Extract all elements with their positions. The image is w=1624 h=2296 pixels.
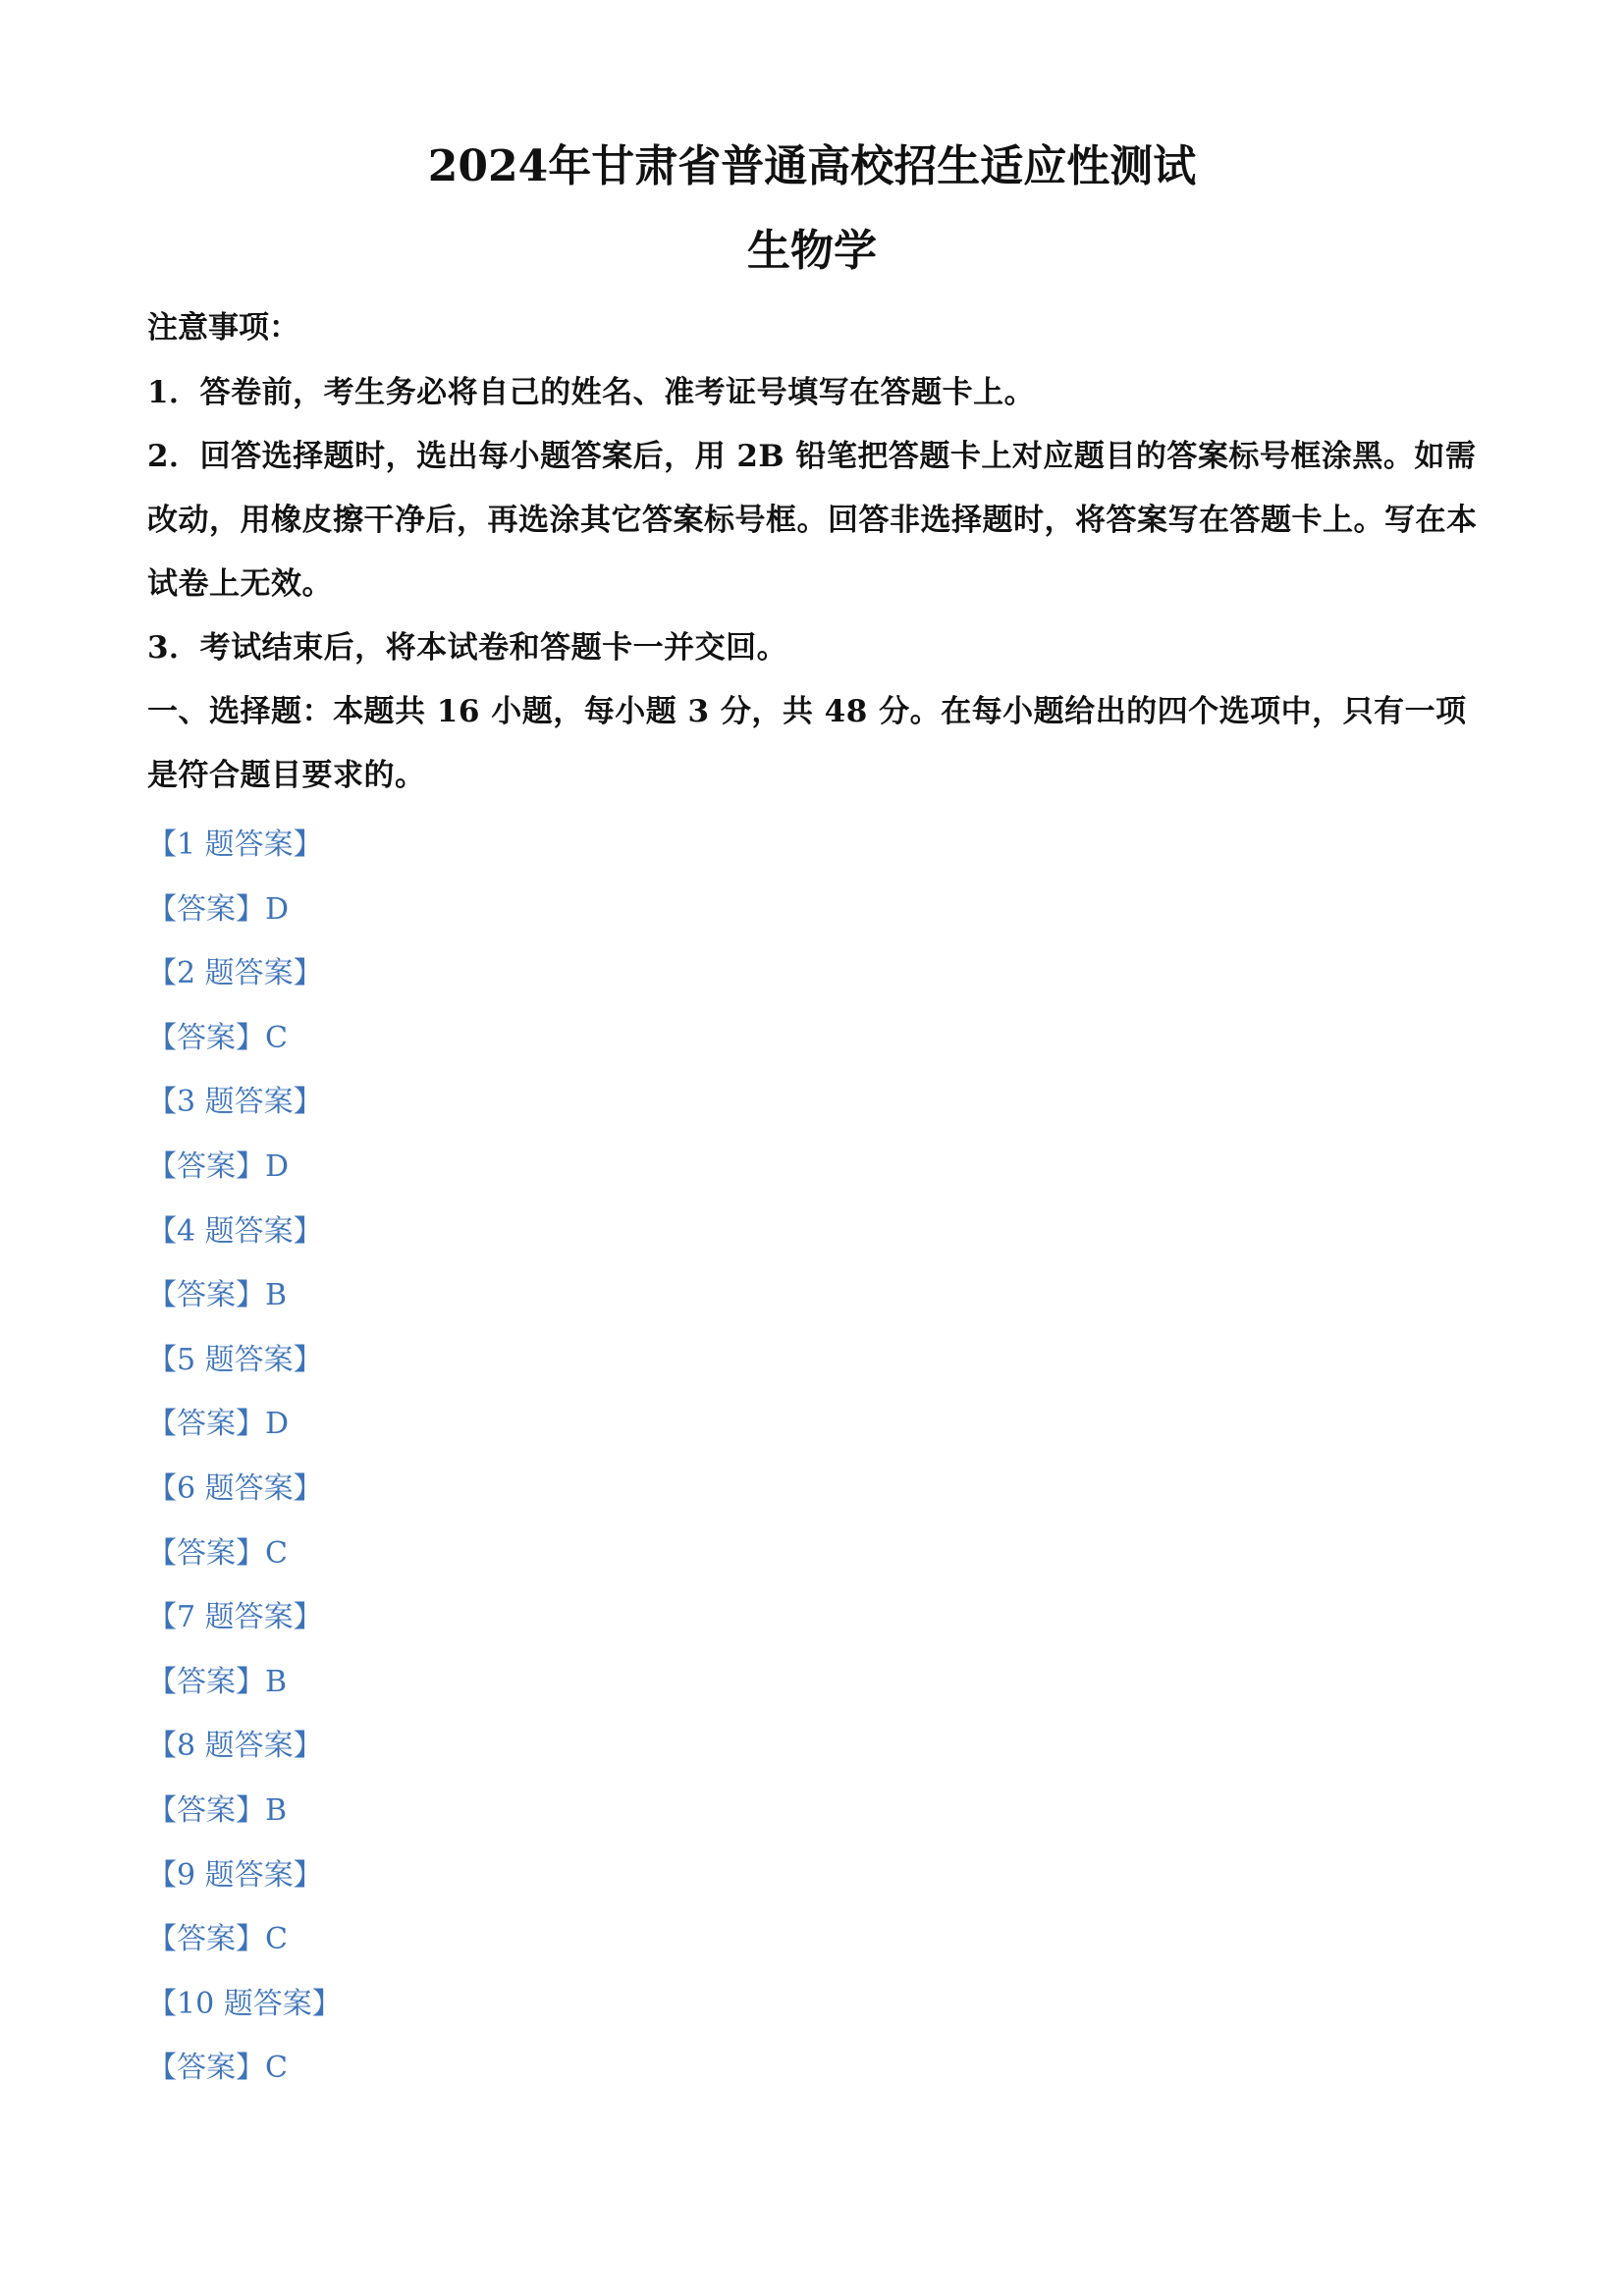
answer-row-10: [147, 2036, 933, 2101]
answer-value: D: [265, 891, 290, 927]
answer-label: 【答案】: [147, 1664, 265, 1699]
answer-label: 【答案】: [147, 1535, 265, 1571]
notice-heading: 注意事项：: [147, 310, 299, 346]
answer-row-8: [147, 1779, 933, 1843]
question-label-9: 【9 题答案】: [147, 1857, 323, 1893]
question-label-7: 【7 题答案】: [147, 1600, 323, 1635]
answer-row-5: [147, 1392, 933, 1457]
question-label-10: 【10 题答案】: [147, 1986, 342, 2021]
question-label-2: 【2 题答案】: [147, 956, 323, 991]
answer-value: D: [265, 1407, 290, 1442]
answer-value: D: [265, 1148, 290, 1184]
question-label-4: 【4 题答案】: [147, 1213, 323, 1249]
answer-label: 【答案】: [147, 891, 265, 927]
answer-label: 【答案】: [147, 1148, 265, 1184]
answer-label: 【答案】: [147, 1020, 265, 1055]
answer-label: 【答案】: [147, 1792, 265, 1828]
question-label-3: 【3 题答案】: [147, 1085, 323, 1120]
answer-label: 【答案】: [147, 1278, 265, 1313]
question-label-5: 【5 题答案】: [147, 1342, 323, 1377]
answer-list: [147, 813, 933, 2101]
answer-label: 【答案】: [147, 2051, 265, 2086]
page-subtitle: 生物学: [747, 226, 877, 276]
answer-value: B: [265, 1792, 288, 1828]
answer-row-9: [147, 1907, 933, 1972]
notice-item-1: 1．答卷前，考生务必将自己的姓名、准考证号填写在答题卡上。: [147, 375, 1036, 410]
answer-label: 【答案】: [147, 1407, 265, 1442]
question-label-6: 【6 题答案】: [147, 1470, 323, 1506]
answer-value: C: [265, 1535, 288, 1571]
answer-value: B: [265, 1664, 288, 1699]
answer-row-1: [147, 878, 933, 942]
answer-value: C: [265, 1922, 288, 1957]
answer-value: B: [265, 1278, 288, 1313]
question-label-1: 【1 题答案】: [147, 828, 323, 862]
answer-value: C: [265, 2051, 288, 2086]
section-heading: 一、选择题：本题共 16 小题，每小题 3 分，共 48 分。在每小题给出的四个选项中，只有一项是符合题目要求的。: [147, 694, 1467, 793]
page-title: 2024年甘肃省普通高校招生适应性测试: [427, 141, 1197, 191]
notice-item-3: 3．考试结束后，将本试卷和答题卡一并交回。: [147, 630, 788, 666]
answer-row-6: [147, 1522, 933, 1586]
answer-row-7: [147, 1650, 933, 1715]
answer-row-2: [147, 1006, 933, 1071]
answer-row-3: [147, 1135, 933, 1200]
notice-item-2: 2．回答选择题时，选出每小题答案后，用 2B 铅笔把答题卡上对应题目的答案标号框涂黑。如需改动，用橡皮擦干净后，再选涂其它答案标号框。回答非选择题时，将答案写在答题卡上。写在本试卷上无效。: [147, 439, 1478, 602]
answer-label: 【答案】: [147, 1922, 265, 1957]
answer-row-4: [147, 1263, 933, 1328]
answer-value: C: [265, 1020, 288, 1055]
question-label-8: 【8 题答案】: [147, 1729, 323, 1764]
